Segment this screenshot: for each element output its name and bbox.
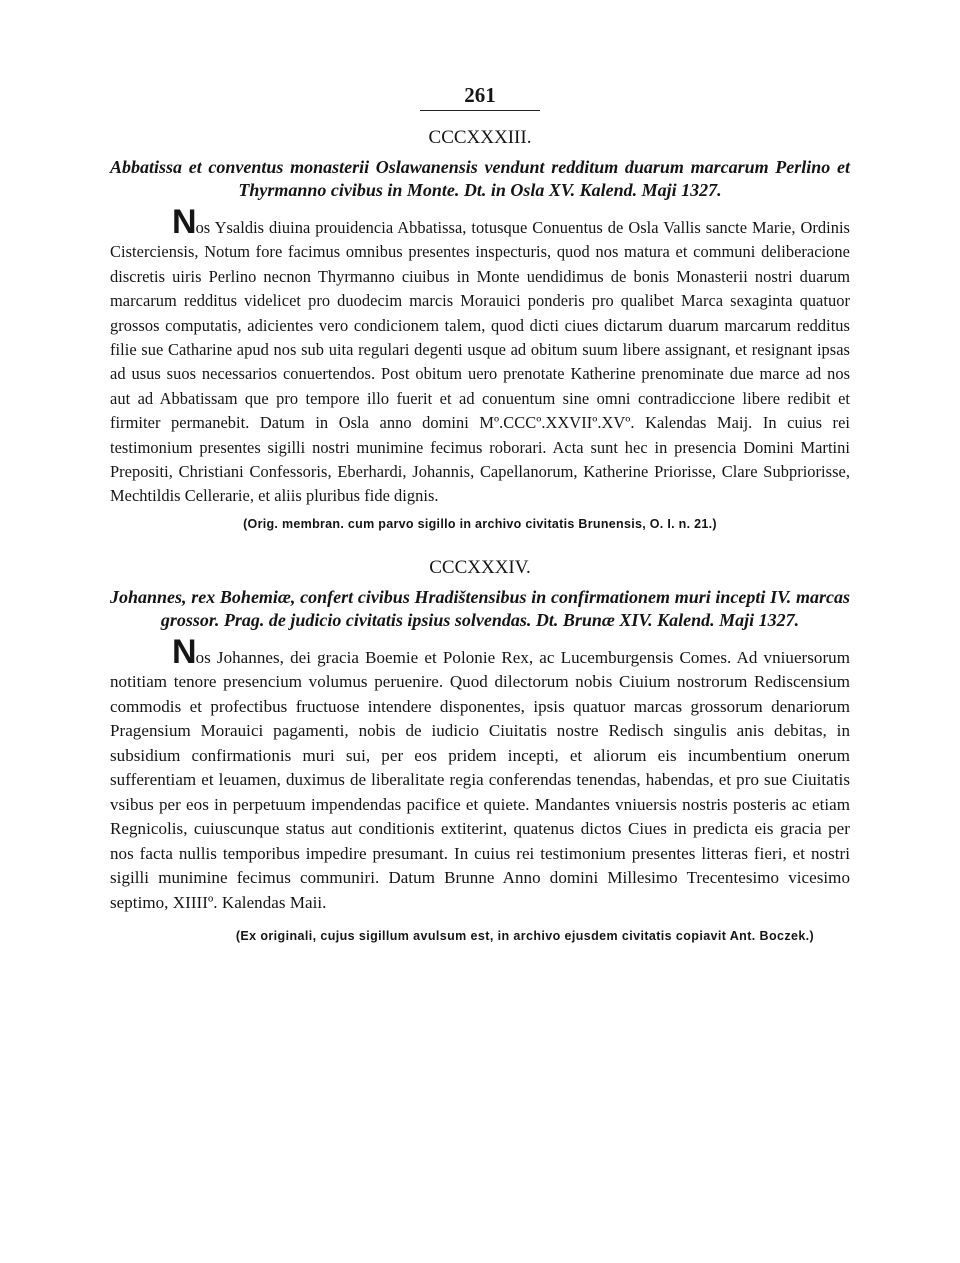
document-summary: Abbatissa et conventus monasterii Oslawanensis vendunt redditum duarum marcarum Perlino et Thyrmanno civibus in Monte. Dt. in Osla XV. Kalend. Maji 1327. bbox=[110, 157, 850, 200]
document-page bbox=[110, 82, 850, 945]
document-summary: Johannes, rex Bohemiæ, confert civibus Hradištensibus in confirmationem muri incepti IV. marcas grossor. Prag. de judicio civitatis ipsius solvendas. Dt. Brunæ XIV. Kalend. Maji 1327. bbox=[110, 586, 850, 630]
source-note: (Orig. membran. cum parvo sigillo in archivo civitatis Brunensis, O. I. n. 21.) bbox=[243, 516, 717, 531]
drop-initial: N bbox=[172, 632, 196, 671]
charter-entry bbox=[110, 556, 850, 946]
source-note: (Ex originali, cujus sigillum avulsum est, in archivo ejusdem civitatis copiavit Ant. Boczek.) bbox=[235, 929, 815, 944]
charter-entry bbox=[110, 126, 850, 533]
document-text: os Ysaldis diuina prouidencia Abbatissa, totusque Conuentus de Osla Vallis sancte Marie, Ordinis Cisterciensis, Notum fore facimus omnibus presentes inspecturis, quod nos matura et communi deliberacione discretis uiris Perlino necnon Thyrmanno ciuibus in Monte uendidimus de bonis Monasterii nostri duarum marcarum redditus videlicet pro duodecim marcis Morauici ponderis pro qualibet Marca sexaginta quatuor grossos computatis, adicientes vero condicionem talem, quod dicti ciues dictarum duarum marcarum redditus filie sue Catharine apud nos sub uita regulari degenti usque ad obitum suum libere assignant, et resignant ipsas ad usus suos necessarios conuertendos. Post obitum uero prenotate Katherine prenominate due marce ad nos aut ad Abbatissam que pro tempore illo fuerit et ad conuentum sine omni contradiccione libere redibit et firmiter permanebit. Datum in Osla anno domini Mº.CCCº.XXVIIº.XVº. Kalendas Maij. In cuius rei testimonium presentes sigilli nostri munimine fecimus roborari. Acta sunt hec in presencia Domini Martini Prepositi, Christiani Confessoris, Eberhardi, Johannis, Capellanorum, Katherine Priorisse, Clare Subpriorisse, Mechtildis Cellerarie, et aliis pluribus fide dignis. bbox=[110, 218, 850, 506]
page-number: 261 bbox=[420, 82, 540, 111]
document-text: os Johannes, dei gracia Boemie et Polonie Rex, ac Lucemburgensis Comes. Ad vniuersorum notitiam tenore presencium volumus peruenire. Quod dilectorum nobis Ciuium nostrorum Rediscensium commodis et profectibus fructuose intendere disponentes, ipsis quatuor marcas grossorum denariorum Pragensium Morauici pagamenti, nobis de iudicio Ciuitatis nostre Redisch singulis anis debitas, in subsidium confirmationis muri sui, per eos pridem incepti, et aliorum eis incumbentium onerum sufferentiam et leuamen, duximus de liberalitate regia conferendas tenendas, habendas, et pro sue Ciuitatis vsibus per eos in perpetuum impendendas pacifice et quiete. Mandantes vniuersis nostris posteris ac etiam Regnicolis, cuiuscunque status aut conditionis extiterint, quatenus dictos Ciues in predicta eis gracia per nos facta nullis temporibus impedire presumant. In cuius rei testimonium presentes litteras fieri, et nostri sigilli munimine fecimus communiri. Datum Brunne Anno domini Millesimo Trecentesimo vicesimo septimo, XIIIIº. Kalendas Maii. bbox=[110, 647, 850, 912]
drop-initial: N bbox=[172, 203, 196, 241]
document-number: CCCXXXIV. bbox=[429, 556, 531, 578]
document-body bbox=[110, 203, 850, 509]
document-number: CCCXXXIII. bbox=[428, 127, 532, 148]
document-body bbox=[110, 632, 850, 916]
